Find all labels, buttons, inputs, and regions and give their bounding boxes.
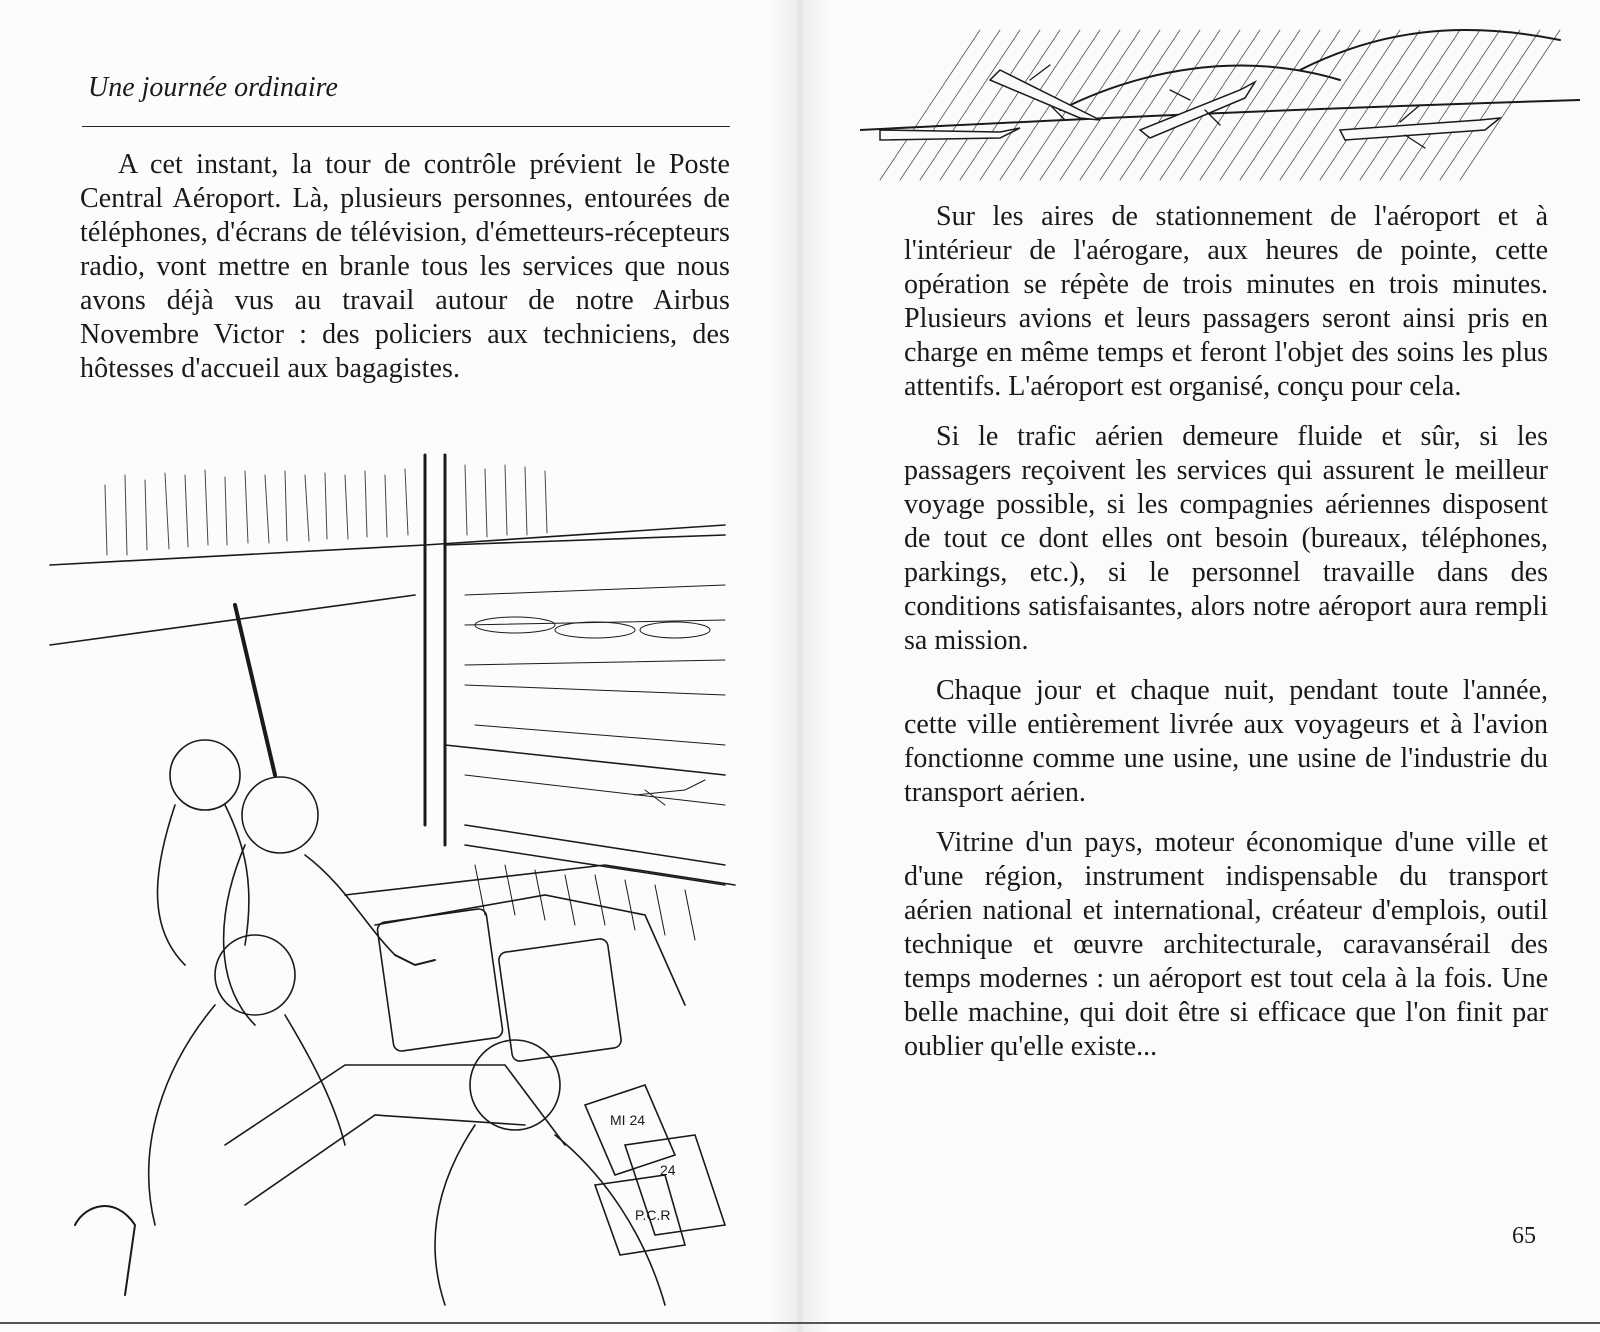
right-paragraph-3: Chaque jour et chaque nuit, pendant toute l'année, cette ville entièrement livrée aux voyageurs et à l'avion fonctionne comme une usine, une usine de l'industrie du transport aérien. <box>904 675 1548 808</box>
right-paragraph-4: Vitrine d'un pays, moteur économique d'une ville et d'une région, instrument indispensable du transport aérien national et international, créateur d'emplois, outil technique et œuvre architecturale, caravansérail des temps modernes : un aéroport est tout cela à la fois. Une belle machine, qui doit être si efficace que l'on finit par oublier qu'elle existe... <box>904 827 1548 1062</box>
right-paragraph-1: Sur les aires de stationnement de l'aéroport et à l'intérieur de l'aérogare, aux heures de pointe, cette opération se répète de trois minutes en trois minutes. Plusieurs avions et leurs passagers seront ainsi pris en charge en même temps et feront l'objet des soins les plus attentifs. L'aéroport est organisé, conçu pour cela. <box>904 201 1548 402</box>
right-text-block <box>904 200 1548 1080</box>
note-label-1: MI 24 <box>610 1112 646 1128</box>
right-paragraph-2: Si le trafic aérien demeure fluide et sûr, si les passagers reçoivent les services qui assurent le meilleur voyage possible, si les compagnies aériennes disposent de tout ce dont elles ont besoin (bureaux, téléphones, parkings, etc.), si le personnel travaille dans des conditions satisfaisantes, alors notre aéroport aura rempli sa mission. <box>904 421 1548 656</box>
header-rule <box>82 126 730 127</box>
control-room-illustration <box>45 445 745 1315</box>
page-bottom-edge <box>0 1322 1600 1324</box>
page-number: 65 <box>1512 1223 1536 1249</box>
running-head: Une journée ordinaire <box>88 72 338 103</box>
note-label-2: P.C.R <box>635 1207 671 1223</box>
note-label-3: 24 <box>660 1162 676 1178</box>
airplanes-illustration <box>860 10 1580 190</box>
book-gutter <box>770 0 830 1332</box>
left-paragraph: A cet instant, la tour de contrôle prévient le Poste Central Aéroport. Là, plusieurs personnes, entourées de téléphones, d'écrans de télévision, d'émetteurs-récepteurs radio, vont mettre en branle tous les services que nous avons déjà vus au travail autour de notre Airbus Novembre Victor : des policiers aux techniciens, des hôtesses d'accueil aux bagagistes. <box>80 149 730 384</box>
